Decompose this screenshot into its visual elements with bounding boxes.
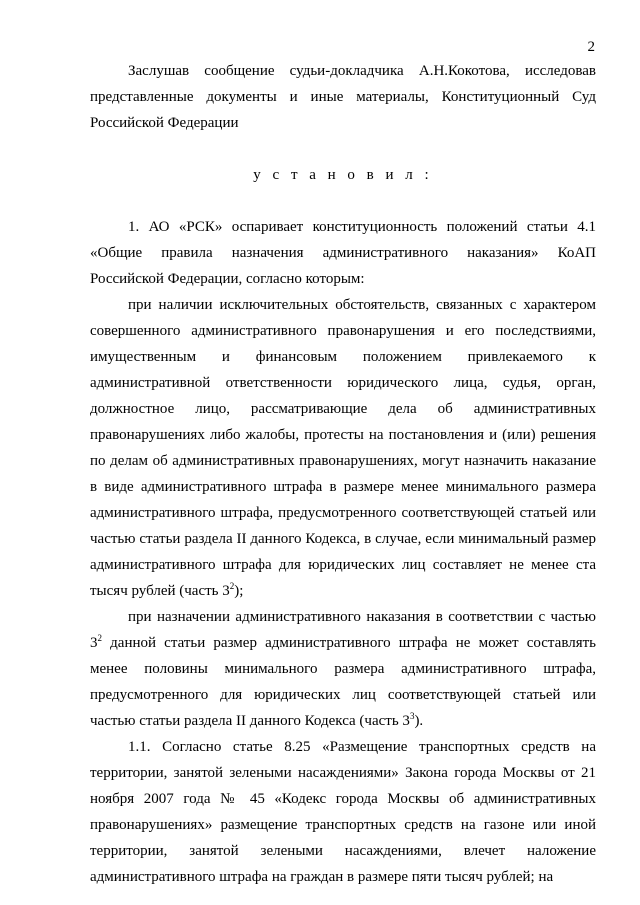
page-number: 2 [587, 39, 595, 55]
paragraph-1-1: 1.1. Согласно статье 8.25 «Размещение транспортных средств на территории, занятой зелеными насаждениями» Закона города Москвы от 21 ноября 2007 года № 45 «Кодекс города Москвы об административных правонарушениях» размещение транспортных средств на газоне или иной территории, занятой зелеными насаждениями, влечет наложение административного штрафа на граждан в размере пяти тысяч рублей; на [90, 739, 596, 885]
paragraph-1: 1. АО «РСК» оспаривает конституционность положений статьи 4.1 «Общие правила назначения административного наказания» КоАП Российской Федерации, согласно которым: [90, 219, 596, 287]
superscript: 2 [97, 633, 102, 643]
quote-part-3-2 [90, 292, 596, 604]
superscript: 2 [229, 581, 235, 591]
established-heading: у с т а н о в и л : [253, 167, 433, 183]
document-body [90, 58, 596, 890]
quote-part-3-2-text: при наличии исключительных обстоятельств, связанных с характером совершенного административного правонарушения и его последствиями, имущественным и финансовым положением привлекаемого к административной ответственности юридического лица, судья, орган, должностное лицо, рассматривающие дела об административных правонарушениях либо жалобы, протесты на постановления и (или) решения по делам об административных правонарушениях, могут назначить наказание в виде административного штрафа в размере менее минимального размера административного штрафа, предусмотренного соответствующей статьей или частью статьи раздела II данного Кодекса, в случае, если минимальный размер административного штрафа для юридических лиц составляет не менее ста тысяч рублей (часть 3 [90, 297, 596, 599]
superscript: 3 [409, 711, 415, 721]
intro-paragraph: Заслушав сообщение судьи-докладчика А.Н.Кокотова, исследовав представленные документы и иные материалы, Конституционный Суд Российской Федерации [90, 63, 596, 131]
quote-part-3-2-end: ); [234, 583, 244, 599]
quote-part-3-3-text: при назначении административного наказания в соответствии с частью 3 [90, 609, 596, 651]
quote-part-3-3 [90, 604, 596, 734]
quote-part-3-3-end: ). [414, 713, 424, 729]
quote-part-3-3-mid: данной статьи размер административного штрафа не может составлять менее половины минимального размера административного штрафа, предусмотренного для юридических лиц соответствующей статьей или частью статьи раздела II данного Кодекса (часть 3 [90, 635, 596, 729]
